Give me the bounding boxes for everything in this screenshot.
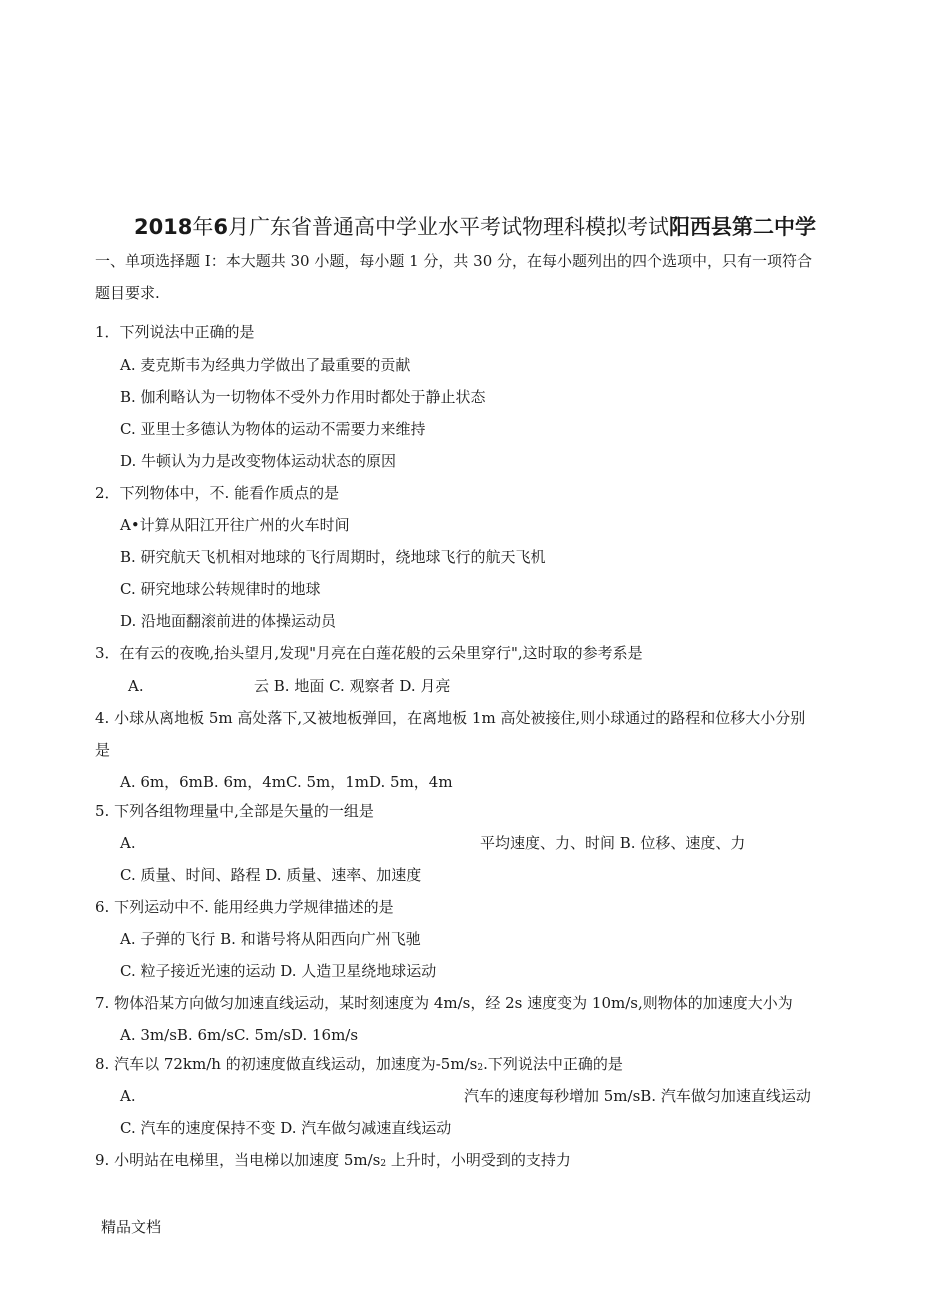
question-8-stem-tail: .下列说法中正确的是	[483, 1055, 623, 1073]
question-9-stem-text: 9. 小明站在电梯里，当电梯以加速度 5m/s	[95, 1151, 381, 1169]
title-year: 2018	[133, 215, 193, 239]
question-2-option-a: A•计算从阳江开往广州的火车时间	[120, 516, 350, 534]
question-2-option-b: B. 研究航天飞机相对地球的飞行周期时，绕地球飞行的航天飞机	[120, 548, 546, 566]
question-5-stem: 5. 下列各组物理量中,全部是矢量的一组是	[95, 802, 374, 820]
question-8-option-a-label: A.	[120, 1087, 136, 1105]
question-5-options-ab: 平均速度、力、时间 B. 位移、速度、力	[480, 834, 746, 852]
title-main: 月广东省普通高中学业水平考试物理科模拟考试	[228, 215, 670, 239]
question-8-options-ab: 汽车的速度每秒增加 5m/sB. 汽车做匀加速直线运动	[464, 1087, 811, 1105]
question-8-options-cd: C. 汽车的速度保持不变 D. 汽车做匀减速直线运动	[120, 1119, 452, 1137]
question-8-superscript: 2	[477, 1063, 484, 1073]
question-6-options-ab: A. 子弹的飞行 B. 和谐号将从阳西向广州飞驰	[120, 930, 421, 948]
question-1-option-c: C. 亚里士多德认为物体的运动不需要力来维持	[120, 420, 426, 438]
question-7-stem: 7. 物体沿某方向做匀加速直线运动，某时刻速度为 4m/s，经 2s 速度变为 10m/s,则物体的加速度大小为	[95, 994, 793, 1012]
question-5-options-cd: C. 质量、时间、路程 D. 质量、速率、加速度	[120, 866, 422, 884]
section-intro-line-2: 题目要求.	[95, 284, 160, 302]
question-3-option-a-label: A.	[128, 677, 144, 695]
question-1-option-b: B. 伽利略认为一切物体不受外力作用时都处于静止状态	[120, 388, 486, 406]
question-4-options: A. 6m，6mB. 6m，4mC. 5m，1mD. 5m，4m	[120, 773, 453, 791]
question-9-superscript: 2	[380, 1159, 387, 1169]
question-9-stem-tail: 上升时，小明受到的支持力	[386, 1151, 571, 1169]
question-4-stem: 4. 小球从离地板 5m 高处落下,又被地板弹回，在离地板 1m 高处被接住,则小球通过的路程和位移大小分别	[95, 709, 806, 727]
title-month: 6	[213, 215, 229, 239]
footer-watermark: 精品文档	[101, 1218, 162, 1236]
question-2-option-d: D. 沿地面翻滚前进的体操运动员	[120, 612, 337, 630]
section-intro-line-1: 一、单项选择题 I：本大题共 30 小题，每小题 1 分，共 30 分，在每小题列出的四个选项中，只有一项符合	[95, 252, 813, 270]
question-5-option-a-label: A.	[120, 834, 136, 852]
question-3-options: 云 B. 地面 C. 观察者 D. 月亮	[254, 677, 451, 695]
title-school: 阳西县第二中学	[669, 215, 817, 239]
page-title	[0, 211, 950, 241]
question-6-options-cd: C. 粒子接近光速的运动 D. 人造卫星绕地球运动	[120, 962, 437, 980]
question-1-stem: 1．下列说法中正确的是	[95, 323, 255, 341]
question-8-stem	[95, 1054, 623, 1077]
question-4-stem-continued: 是	[95, 741, 111, 759]
title-year-suffix: 年	[192, 215, 214, 239]
question-2-stem: 2．下列物体中，不. 能看作质点的是	[95, 484, 340, 502]
question-1-option-d: D. 牛顿认为力是改变物体运动状态的原因	[120, 452, 397, 470]
question-1-option-a: A. 麦克斯韦为经典力学做出了最重要的贡献	[120, 356, 411, 374]
question-7-options: A. 3m/sB. 6m/sC. 5m/sD. 16m/s	[120, 1026, 359, 1044]
question-2-option-c: C. 研究地球公转规律时的地球	[120, 580, 321, 598]
question-6-stem: 6. 下列运动中不. 能用经典力学规律描述的是	[95, 898, 394, 916]
question-3-stem: 3．在有云的夜晚,抬头望月,发现"月亮在白莲花般的云朵里穿行",这时取的参考系是	[95, 644, 643, 662]
question-9-stem	[95, 1150, 571, 1173]
question-8-stem-text: 8. 汽车以 72km/h 的初速度做直线运动，加速度为-5m/s	[95, 1055, 478, 1073]
